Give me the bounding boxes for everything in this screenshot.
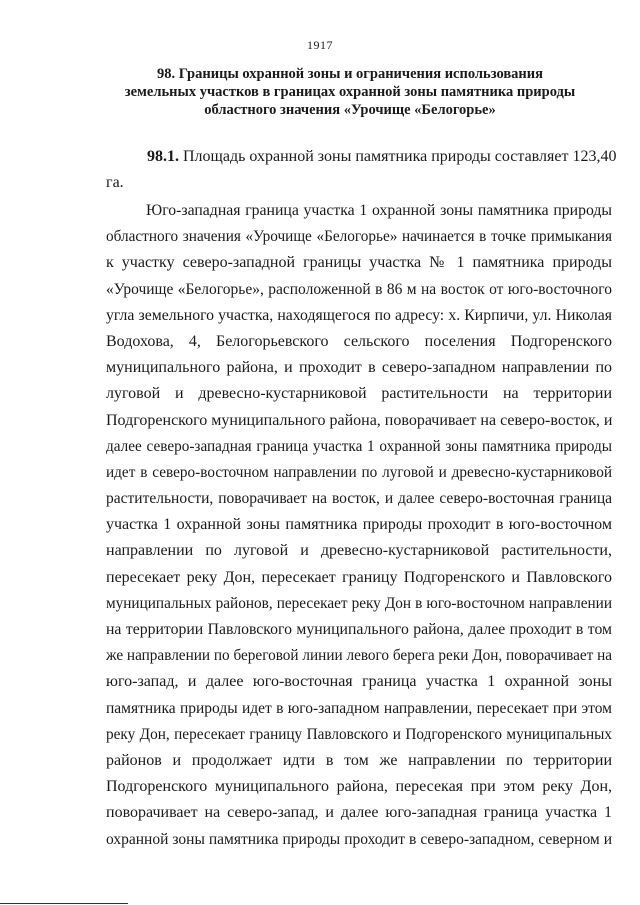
- text-line: далее северо-западная граница участка 1 охранной зоны памятника природы: [106, 437, 612, 455]
- text-line: областного значения «Урочище «Белогорье» начинается в точке примыкания: [106, 228, 612, 246]
- heading-line: земельных участков в границах охранной зоны памятника природы: [124, 84, 576, 100]
- text-line: идет в северо-восточном направлении по луговой и древесно-кустарниковой: [106, 463, 612, 481]
- footnote-divider: [0, 903, 128, 904]
- text-line: памятника природы идет в юго-западном направлении, пересекает при этом: [106, 699, 612, 717]
- text-line: муниципальных районов, пересекает реку Дон в юго-восточном направлении: [106, 594, 612, 612]
- text-line: Подгоренского муниципального района, пересекая при этом реку Дон,: [106, 778, 612, 796]
- section-heading: [100, 65, 600, 119]
- text-line: растительности, поворачивает на восток, и далее северо-восточная граница: [106, 490, 612, 508]
- text-line: направлении по луговой и древесно-кустарниковой растительности,: [106, 542, 612, 560]
- area-unit: га.: [106, 174, 124, 191]
- text-line: пересекает реку Дон, пересекает границу Подгоренского и Павловского: [106, 568, 612, 586]
- text-line: Юго-западная граница участка 1 охранной зоны памятника природы: [146, 202, 612, 219]
- text-line: районов и продолжает идти в том же направлении по территории: [106, 751, 612, 769]
- text-line: на территории Павловского муниципального района, далее проходит в том: [106, 621, 612, 638]
- text-line: угла земельного участка, находящегося по адресу: х. Кирпичи, ул. Николая: [106, 306, 612, 324]
- page-number: 1917: [307, 38, 333, 52]
- text-line: поворачивает на северо-запад, и далее юго-западная граница участка 1: [106, 804, 612, 822]
- text-line: муниципального района, и проходит в северо-западном направлении по: [106, 359, 612, 377]
- text-line: охранной зоны памятника природы проходит в северо-западном, северном и: [106, 830, 612, 848]
- text-line: Водохова, 4, Белогорьевского сельского поселения Подгоренского: [106, 332, 612, 350]
- text-line: же направлении по береговой линии левого берега реки Дон, поворачивает на: [106, 647, 612, 665]
- boundary-description: [106, 198, 612, 853]
- section-number: 98.1.: [147, 148, 179, 165]
- text-line: Подгоренского муниципального района, поворачивает на северо-восток, и: [106, 411, 612, 429]
- text-line: реку Дон, пересекает границу Павловского и Подгоренского муниципальных: [106, 725, 612, 743]
- heading-line: областного значения «Урочище «Белогорье»: [204, 102, 496, 118]
- area-text: Площадь охранной зоны памятника природы составляет 123,40: [179, 148, 617, 165]
- text-line: луговой и древесно-кустарниковой растительности на территории: [106, 385, 612, 403]
- area-paragraph: [147, 147, 617, 167]
- text-line: участка 1 охранной зоны памятника природы проходит в юго-восточном: [106, 516, 612, 534]
- heading-line: 98. Границы охранной зоны и ограничения использования: [157, 66, 543, 82]
- text-line: юго-запад, и далее юго-восточная граница участка 1 охранной зоны: [106, 673, 612, 691]
- text-line: «Урочище «Белогорье», расположенной в 86 м на восток от юго-восточного: [106, 280, 612, 298]
- text-line: к участку северо-западной границы участка № 1 памятника природы: [106, 254, 612, 272]
